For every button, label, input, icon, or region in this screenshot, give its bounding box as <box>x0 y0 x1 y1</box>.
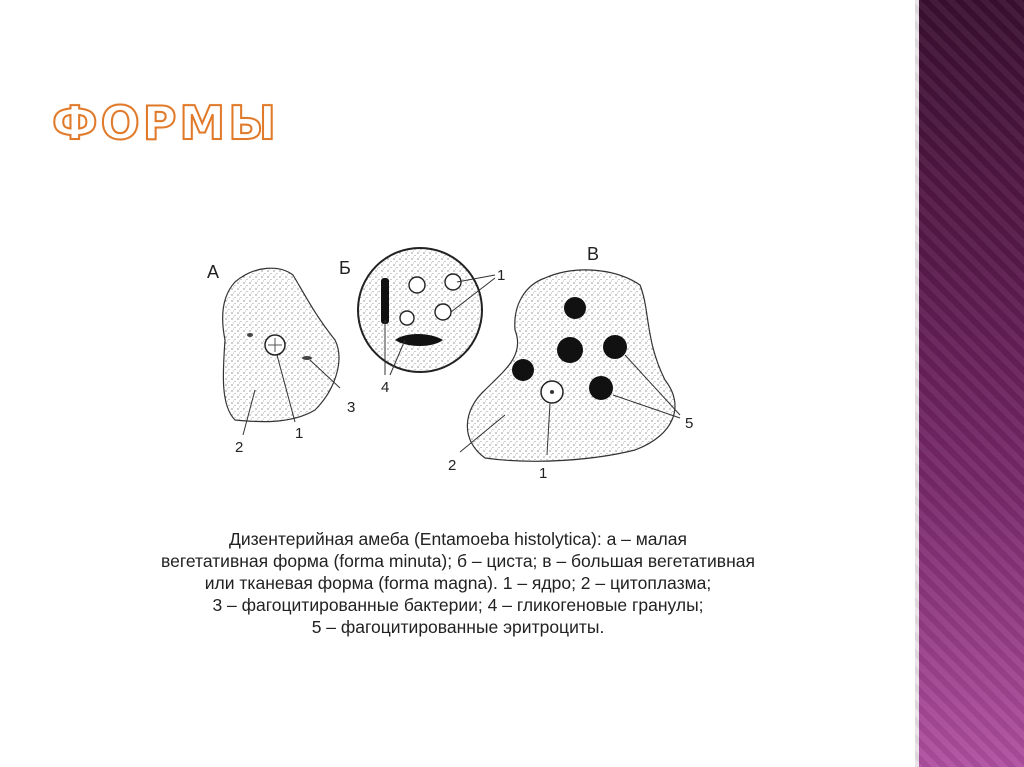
callout-b-1: 1 <box>497 267 506 284</box>
callout-a-3: 3 <box>347 399 356 416</box>
slide-title: ФОРМЫ <box>52 96 279 150</box>
figure-caption <box>58 528 858 638</box>
caption-line: 5 – фагоцитированные эритроциты. <box>311 617 605 637</box>
callout-b-4: 4 <box>381 379 390 396</box>
glycogen-rod <box>381 278 389 324</box>
erythrocyte-3 <box>603 335 627 359</box>
panel-label-c: В <box>587 244 600 264</box>
erythrocyte-2 <box>557 337 583 363</box>
amoeba-figure <box>195 240 715 490</box>
caption-line: вегетативная форма (forma minuta); б – циста; в – большая вегетативная <box>161 551 755 571</box>
callout-a-1: 1 <box>295 425 304 442</box>
caption-line: Дизентерийная амеба (Entamoeba histolytica): а – малая <box>229 529 687 549</box>
bacteria-a <box>302 356 312 360</box>
callout-c-5: 5 <box>685 415 694 432</box>
cyst-nucleus-3 <box>400 311 414 325</box>
callout-c-1: 1 <box>539 465 548 482</box>
panel-label-a: А <box>207 262 220 282</box>
cyst-body <box>358 248 482 372</box>
callout-c-2: 2 <box>448 457 457 474</box>
erythrocyte-1 <box>564 297 586 319</box>
decorative-sidebar <box>915 0 1024 767</box>
panel-label-b: Б <box>339 258 351 278</box>
callout-a-2: 2 <box>235 439 244 456</box>
erythrocyte-5 <box>589 376 613 400</box>
caption-line: 3 – фагоцитированные бактерии; 4 – гликогеновые гранулы; <box>212 595 704 615</box>
cyst-nucleus-4 <box>435 304 451 320</box>
erythrocyte-4 <box>512 359 534 381</box>
caption-line: или тканевая форма (forma magna). 1 – ядро; 2 – цитоплазма; <box>204 573 712 593</box>
cyst-nucleus-1 <box>409 277 425 293</box>
